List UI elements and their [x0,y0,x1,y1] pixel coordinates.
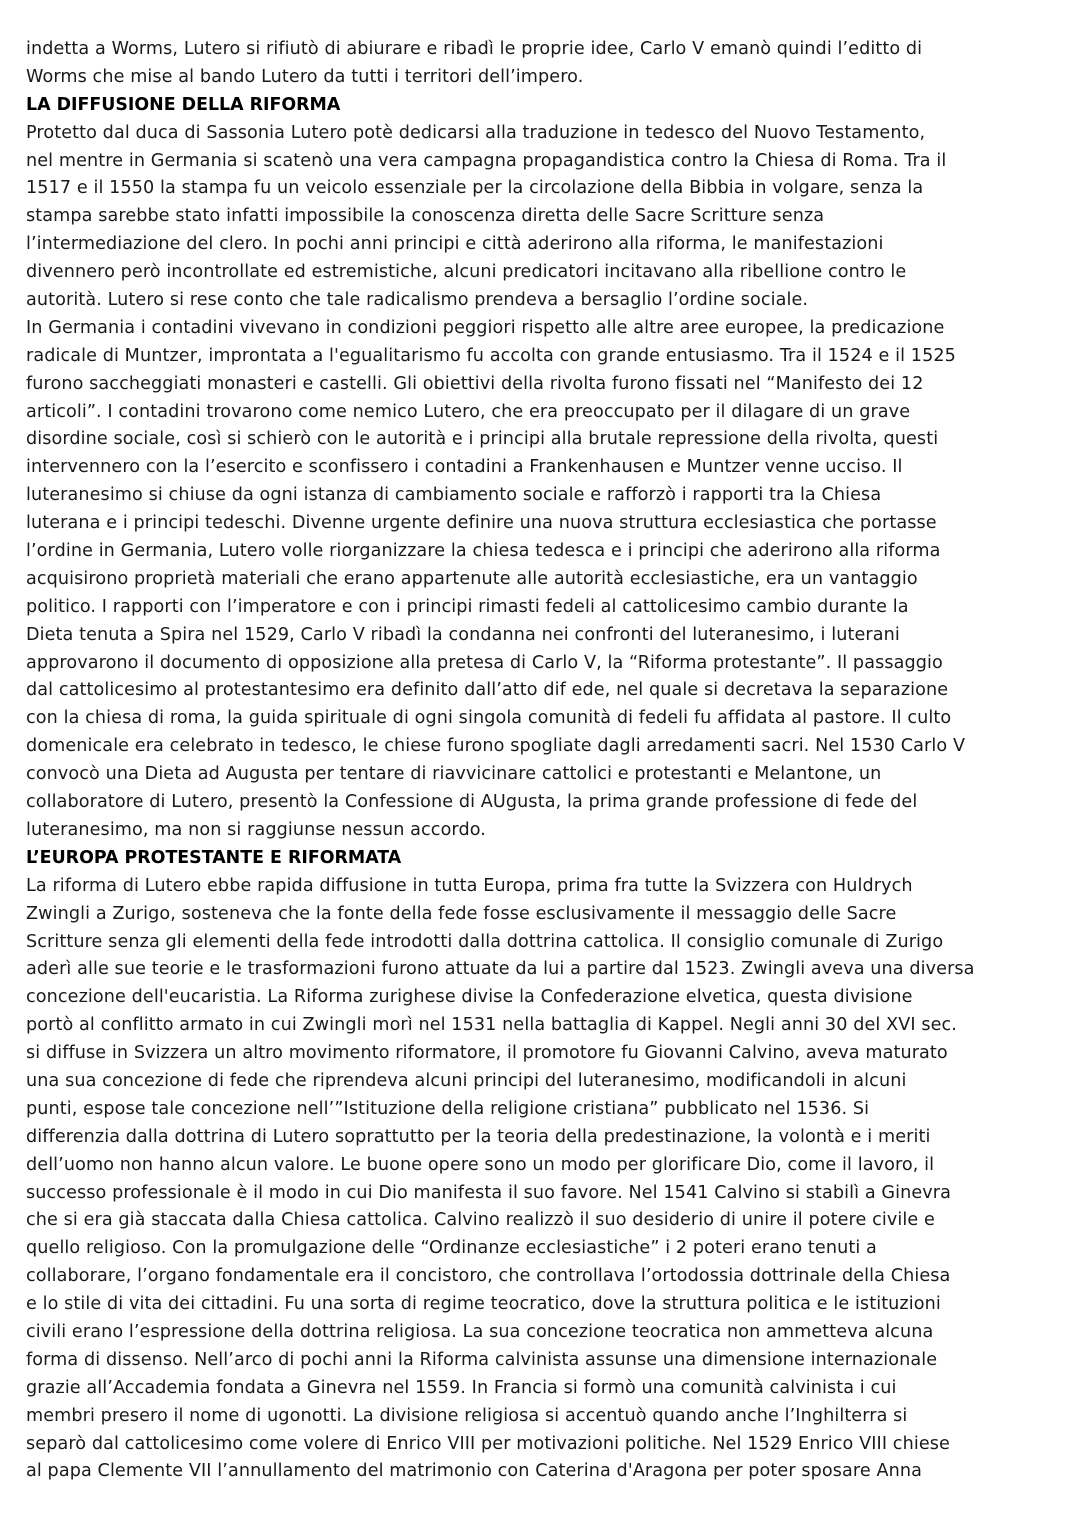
text-line: approvarono il documento di opposizione alla pretesa di Carlo V, la “Riforma protestante”. Il passaggio [26,652,943,673]
section-heading-europa: L’EUROPA PROTESTANTE E RIFORMATA [26,847,402,868]
text-line: articoli”. I contadini trovarono come nemico Lutero, che era preoccupato per il dilagare di un grave [26,401,911,422]
text-line: e lo stile di vita dei cittadini. Fu una sorta di regime teocratico, dove la struttura politica e le istituzioni [26,1294,941,1315]
text-line: una sua concezione di fede che riprendeva alcuni principi del luteranesimo, modificandoli in alcuni [26,1070,907,1091]
text-line: membri presero il nome di ugonotti. La divisione religiosa si accentuò quando anche l’Inghilterra si [26,1405,908,1426]
text-line: domenicale era celebrato in tedesco, le chiese furono spogliate dagli arredamenti sacri. Nel 1530 Carlo V [26,736,966,757]
text-line: luterana e i principi tedeschi. Divenne urgente definire una nuova struttura ecclesiastica che portasse [26,513,937,534]
text-line: successo professionale è il modo in cui Dio manifesta il suo favore. Nel 1541 Calvino si stabilì a Ginevra [26,1182,952,1203]
text-line: con la chiesa di roma, la guida spirituale di ogni singola comunità di fedeli fu affidata al pastore. Il culto [26,708,952,729]
text-line: Worms che mise al bando Lutero da tutti i territori dell’impero. [26,66,584,87]
document-page [26,36,1066,1486]
text-line: forma di dissenso. Nell’arco di pochi anni la Riforma calvinista assunse una dimensione internazionale [26,1349,938,1370]
text-line: collaborare, l’organo fondamentale era il concistoro, che controllava l’ortodossia dottrinale della Chiesa [26,1266,951,1287]
text-line: intervennero con la l’esercito e sconfissero i contadini a Frankenhausen e Muntzer venne ucciso. Il [26,457,903,478]
text-line: disordine sociale, così si schierò con le autorità e i principi alla brutale repressione della rivolta, questi [26,429,939,450]
text-line: che si era già staccata dalla Chiesa cattolica. Calvino realizzò il suo desiderio di unire il potere civile e [26,1210,935,1231]
text-line: Dieta tenuta a Spira nel 1529, Carlo V ribadì la condanna nei confronti del luteranesimo, i luterani [26,624,900,645]
text-line: autorità. Lutero si rese conto che tale radicalismo prendeva a bersaglio l’ordine sociale. [26,290,809,311]
text-line: convocò una Dieta ad Augusta per tentare di riavvicinare cattolici e protestanti e Melantone, un [26,764,882,785]
text-line: quello religioso. Con la promulgazione delle “Ordinanze ecclesiastiche” i 2 poteri erano tenuti a [26,1238,877,1259]
section-heading-diffusione: LA DIFFUSIONE DELLA RIFORMA [26,94,341,115]
text-line: portò al conflitto armato in cui Zwingli morì nel 1531 nella battaglia di Kappel. Negli anni 30 del XVI sec. [26,1015,957,1036]
text-line: Protetto dal duca di Sassonia Lutero potè dedicarsi alla traduzione in tedesco del Nuovo Testamento, [26,122,926,143]
section-body-europa [26,873,1066,1487]
text-line: stampa sarebbe stato infatti impossibile la conoscenza diretta delle Sacre Scritture senza [26,206,825,227]
text-line: acquisirono proprietà materiali che erano appartenute alle autorità ecclesiastiche, era un vantaggio [26,568,918,589]
text-line: collaboratore di Lutero, presentò la Confessione di AUgusta, la prima grande professione di fede del [26,792,918,813]
text-line: 1517 e il 1550 la stampa fu un veicolo essenziale per la circolazione della Bibbia in volgare, senza la [26,178,924,199]
text-line: al papa Clemente VII l’annullamento del matrimonio con Caterina d'Aragona per poter sposare Anna [26,1461,922,1482]
text-line: separò dal cattolicesimo come volere di Enrico VIII per motivazioni politiche. Nel 1529 Enrico VIII chiese [26,1433,950,1454]
text-line: furono saccheggiati monasteri e castelli. Gli obiettivi della rivolta furono fissati nel “Manifesto dei 12 [26,373,924,394]
text-line: l’ordine in Germania, Lutero volle riorganizzare la chiesa tedesca e i principi che aderirono alla riforma [26,541,941,562]
text-line: In Germania i contadini vivevano in condizioni peggiori rispetto alle altre aree europee, la predicazione [26,317,945,338]
text-line: La riforma di Lutero ebbe rapida diffusione in tutta Europa, prima fra tutte la Svizzera con Huldrych [26,875,913,896]
text-line: indetta a Worms, Lutero si rifiutò di abiurare e ribadì le proprie idee, Carlo V emanò quindi l’editto di [26,39,923,59]
text-line: luteranesimo si chiuse da ogni istanza di cambiamento sociale e rafforzò i rapporti tra la Chiesa [26,485,882,506]
text-line: concezione dell'eucaristia. La Riforma zurighese divise la Confederazione elvetica, questa divisione [26,987,913,1008]
text-line: punti, espose tale concezione nell’”Istituzione della religione cristiana” pubblicato nel 1536. Si [26,1098,870,1119]
text-line: luteranesimo, ma non si raggiunse nessun accordo. [26,819,486,840]
text-line: divennero però incontrollate ed estremistiche, alcuni predicatori incitavano alla ribellione contro le [26,262,907,283]
text-line: aderì alle sue teorie e le trasformazioni furono attuate da lui a partire dal 1523. Zwingli aveva una diversa [26,959,975,980]
text-line: radicale di Muntzer, improntata a l'egualitarismo fu accolta con grande entusiasmo. Tra il 1524 e il 1525 [26,345,956,366]
text-line: l’intermediazione del clero. In pochi anni principi e città aderirono alla riforma, le manifestazioni [26,234,884,255]
section-body-diffusione [26,120,1066,845]
text-line: Zwingli a Zurigo, sosteneva che la fonte della fede fosse esclusivamente il messaggio delle Sacre [26,903,897,924]
text-line: Scritture senza gli elementi della fede introdotti dalla dottrina cattolica. Il consiglio comunale di Zurigo [26,931,944,952]
intro-paragraph [26,36,1066,92]
text-line: si diffuse in Svizzera un altro movimento riformatore, il promotore fu Giovanni Calvino, aveva maturato [26,1043,948,1064]
text-line: politico. I rapporti con l’imperatore e con i principi rimasti fedeli al cattolicesimo cambio durante la [26,596,909,617]
text-line: grazie all’Accademia fondata a Ginevra nel 1559. In Francia si formò una comunità calvinista i cui [26,1377,897,1398]
text-line: nel mentre in Germania si scatenò una vera campagna propagandistica contro la Chiesa di Roma. Tra il [26,150,947,171]
text-line: civili erano l’espressione della dottrina religiosa. La sua concezione teocratica non ammetteva alcuna [26,1321,934,1342]
text-line: differenzia dalla dottrina di Lutero soprattutto per la teoria della predestinazione, la volontà e i meriti [26,1126,931,1147]
text-line: dell’uomo non hanno alcun valore. Le buone opere sono un modo per glorificare Dio, come il lavoro, il [26,1154,935,1175]
text-line: dal cattolicesimo al protestantesimo era definito dall’atto dif ede, nel quale si decretava la separazione [26,680,949,701]
